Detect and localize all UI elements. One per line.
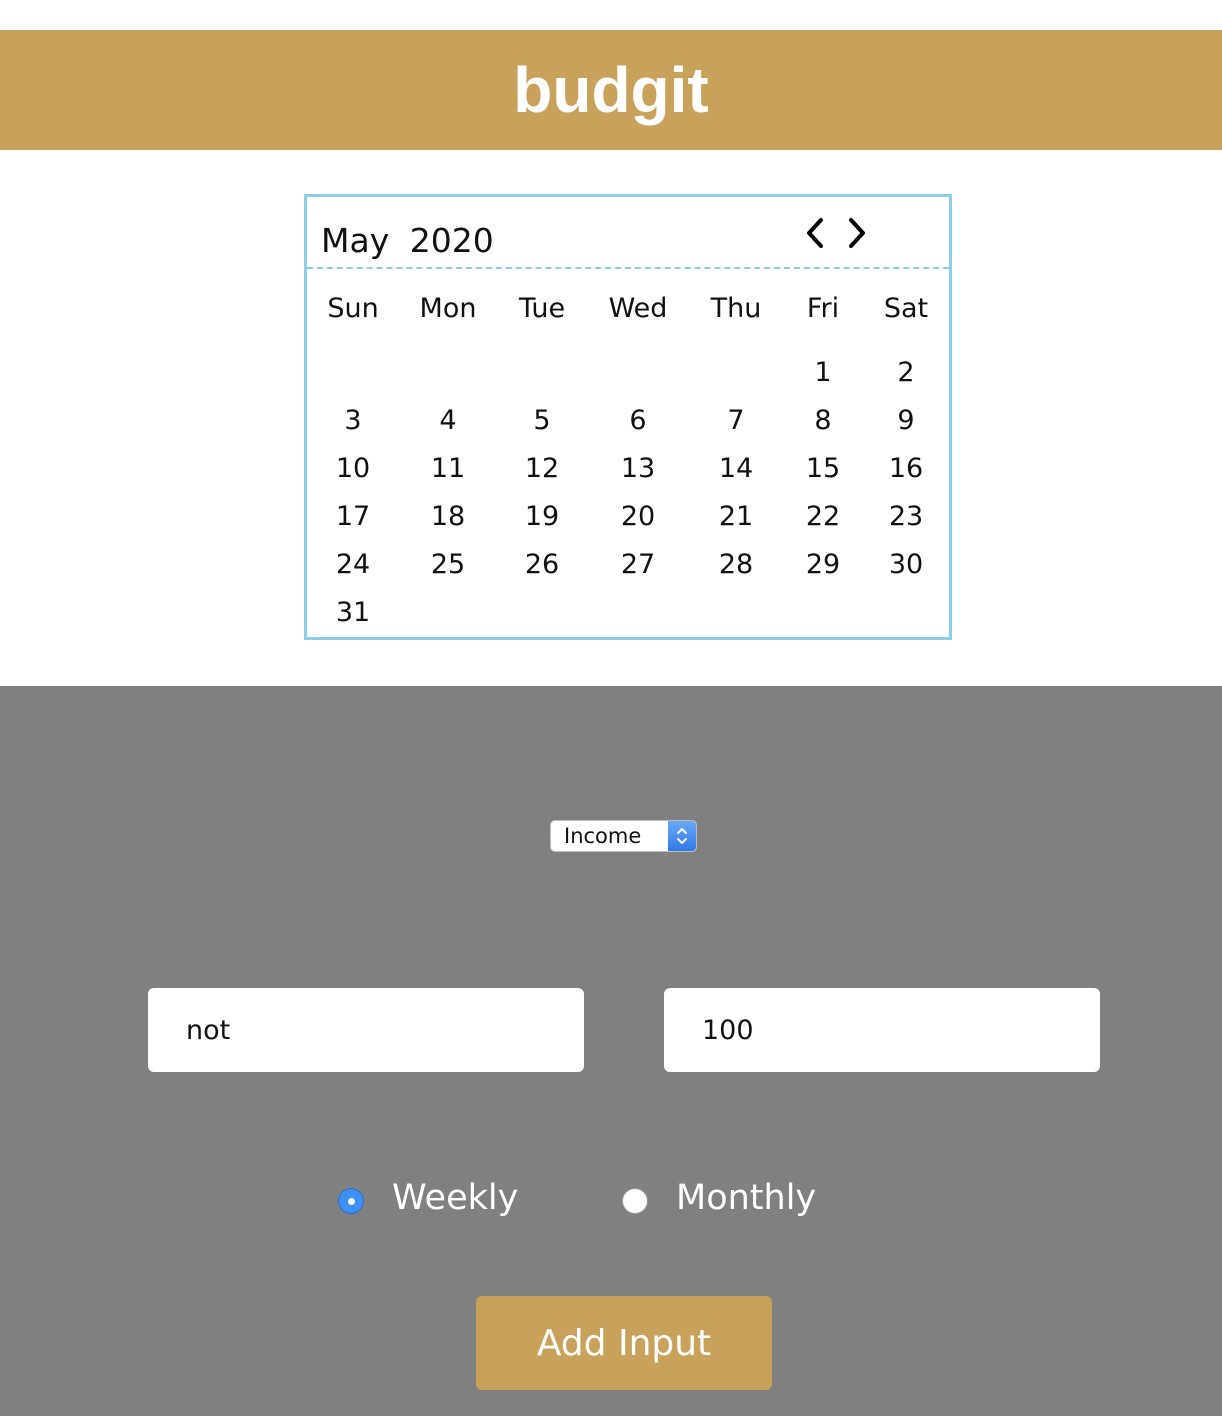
calendar-day[interactable]: 12 [524,453,560,484]
name-input[interactable]: not [148,988,584,1072]
calendar-day[interactable]: 24 [335,549,371,580]
weekday-header: Tue [518,293,566,324]
calendar-day[interactable]: 9 [897,405,915,436]
weekday-header: Fri [806,293,840,324]
calendar-day[interactable]: 19 [524,501,560,532]
calendar-day[interactable]: 4 [439,405,457,436]
calendar-day[interactable]: 29 [805,549,841,580]
calendar-day[interactable]: 2 [897,357,915,388]
amount-input[interactable]: 100 [664,988,1100,1072]
calendar-day[interactable]: 11 [430,453,466,484]
calendar-day[interactable]: 27 [620,549,656,580]
prev-month-button[interactable] [799,213,831,253]
calendar-day[interactable]: 13 [620,453,656,484]
add-input-button[interactable]: Add Input [476,1296,772,1390]
calendar-day[interactable]: 23 [888,501,924,532]
calendar-day[interactable]: 22 [805,501,841,532]
calendar-day[interactable]: 20 [620,501,656,532]
weekday-header: Sat [883,293,929,324]
weekday-header: Thu [710,293,762,324]
type-select[interactable] [550,820,697,852]
calendar-month-year [321,221,494,260]
weekday-header: Wed [608,293,668,324]
monthly-radio[interactable] [622,1188,648,1214]
monthly-label: Monthly [676,1178,817,1218]
weekday-header: Mon [419,293,477,324]
calendar-day[interactable]: 6 [629,405,647,436]
calendar-day[interactable]: 30 [888,549,924,580]
calendar-day[interactable]: 5 [533,405,551,436]
calendar-day[interactable]: 16 [888,453,924,484]
chevron-right-icon [846,216,868,250]
next-month-button[interactable] [841,213,873,253]
app-header [0,30,1222,150]
weekday-header: Sun [327,293,379,324]
calendar-header [307,197,949,269]
calendar-day[interactable]: 15 [805,453,841,484]
calendar-day[interactable]: 1 [814,357,832,388]
app-title: budgit [513,54,709,126]
calendar-day[interactable]: 14 [718,453,754,484]
calendar-day[interactable]: 31 [335,597,371,628]
calendar-day[interactable]: 17 [335,501,371,532]
calendar-month: May [321,221,390,260]
input-panel [0,686,1222,1416]
calendar-day[interactable]: 8 [814,405,832,436]
calendar-day[interactable]: 28 [718,549,754,580]
chevron-left-icon [804,216,826,250]
calendar-year: 2020 [409,221,494,260]
select-arrows-icon [668,821,696,851]
type-select-value: Income [564,824,642,848]
calendar-day[interactable]: 3 [344,405,362,436]
calendar-day[interactable]: 26 [524,549,560,580]
calendar-day[interactable]: 25 [430,549,466,580]
calendar-day[interactable]: 21 [718,501,754,532]
weekly-label: Weekly [392,1178,519,1218]
calendar-day[interactable]: 10 [335,453,371,484]
calendar-day[interactable]: 7 [727,405,745,436]
weekly-radio[interactable] [338,1188,364,1214]
calendar [304,194,952,640]
calendar-day[interactable]: 18 [430,501,466,532]
